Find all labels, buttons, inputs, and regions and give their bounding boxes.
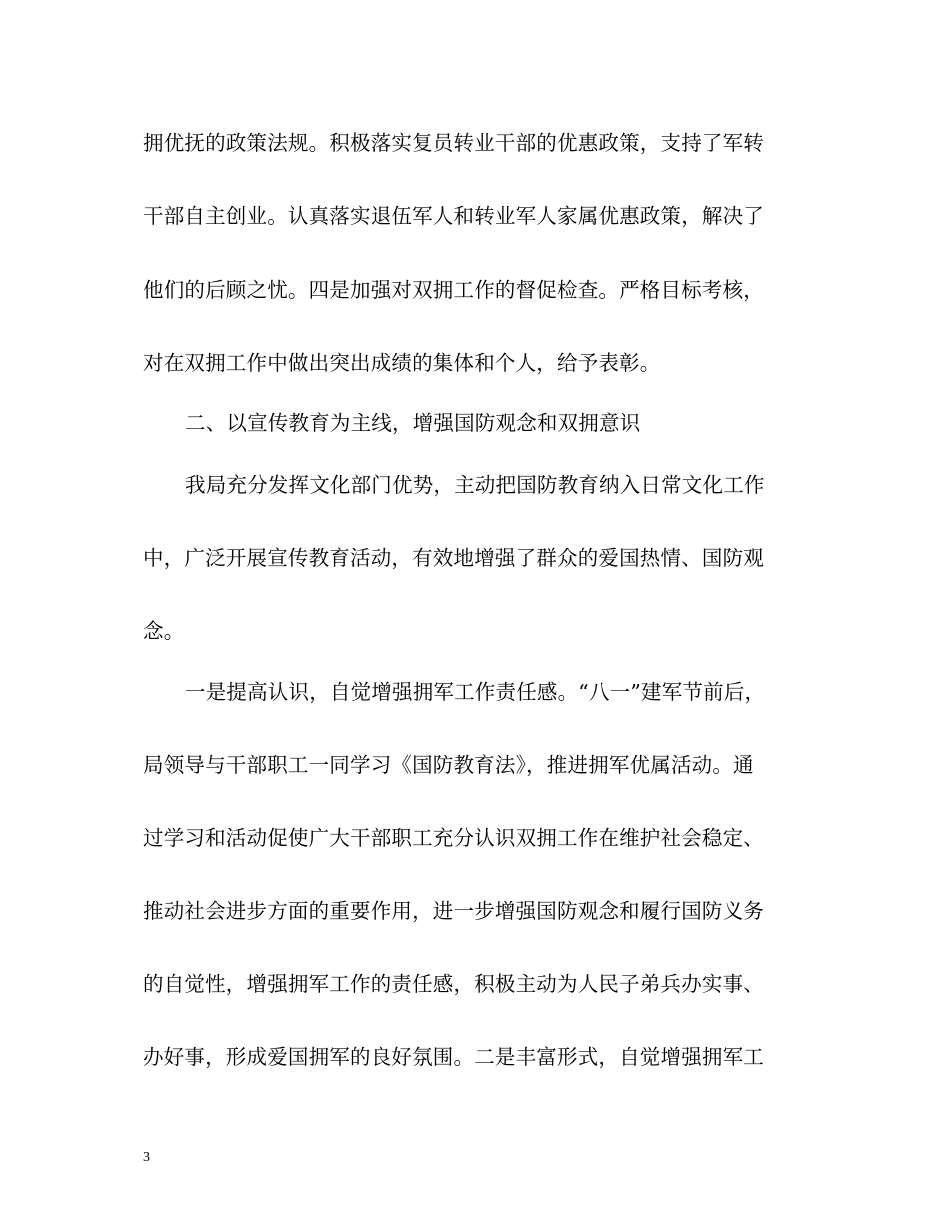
body-text-line: 过学习和活动促使广大干部职工充分认识双拥工作在维护社会稳定、 [143, 826, 764, 850]
body-text-line: 干部自主创业。认真落实退伍军人和转业军人家属优惠政策，解决了 [143, 204, 764, 228]
body-text-line: 局领导与干部职工一同学习《国防教育法》，推进拥军优属活动。通 [143, 753, 754, 777]
body-text-line: 的自觉性，增强拥军工作的责任感，积极主动为人民子弟兵办实事、 [143, 972, 764, 996]
section-heading: 二、以宣传教育为主线，增强国防观念和双拥意识 [185, 411, 641, 435]
body-text-line: 拥优抚的政策法规。积极落实复员转业干部的优惠政策，支持了军转 [143, 131, 764, 155]
body-text-line: 中，广泛开展宣传教育活动，有效地增强了群众的爱国热情、国防观 [143, 546, 764, 570]
body-text-line: 推动社会进步方面的重要作用，进一步增强国防观念和履行国防义务 [143, 899, 764, 923]
body-text-line: 办好事，形成爱国拥军的良好氛围。二是丰富形式，自觉增强拥军工 [143, 1045, 764, 1069]
page-number: 3 [143, 1150, 150, 1165]
body-text-line: 对在双拥工作中做出突出成绩的集体和个人，给予表彰。 [143, 351, 661, 375]
body-text-line: 念。 [143, 619, 185, 643]
body-text-line: 他们的后顾之忧。四是加强对双拥工作的督促检查。严格目标考核， [143, 278, 764, 302]
body-text-line: 我局充分发挥文化部门优势，主动把国防教育纳入日常文化工作 [185, 473, 765, 497]
body-text-line: 一是提高认识，自觉增强拥军工作责任感。“八一”建军节前后， [185, 680, 766, 704]
